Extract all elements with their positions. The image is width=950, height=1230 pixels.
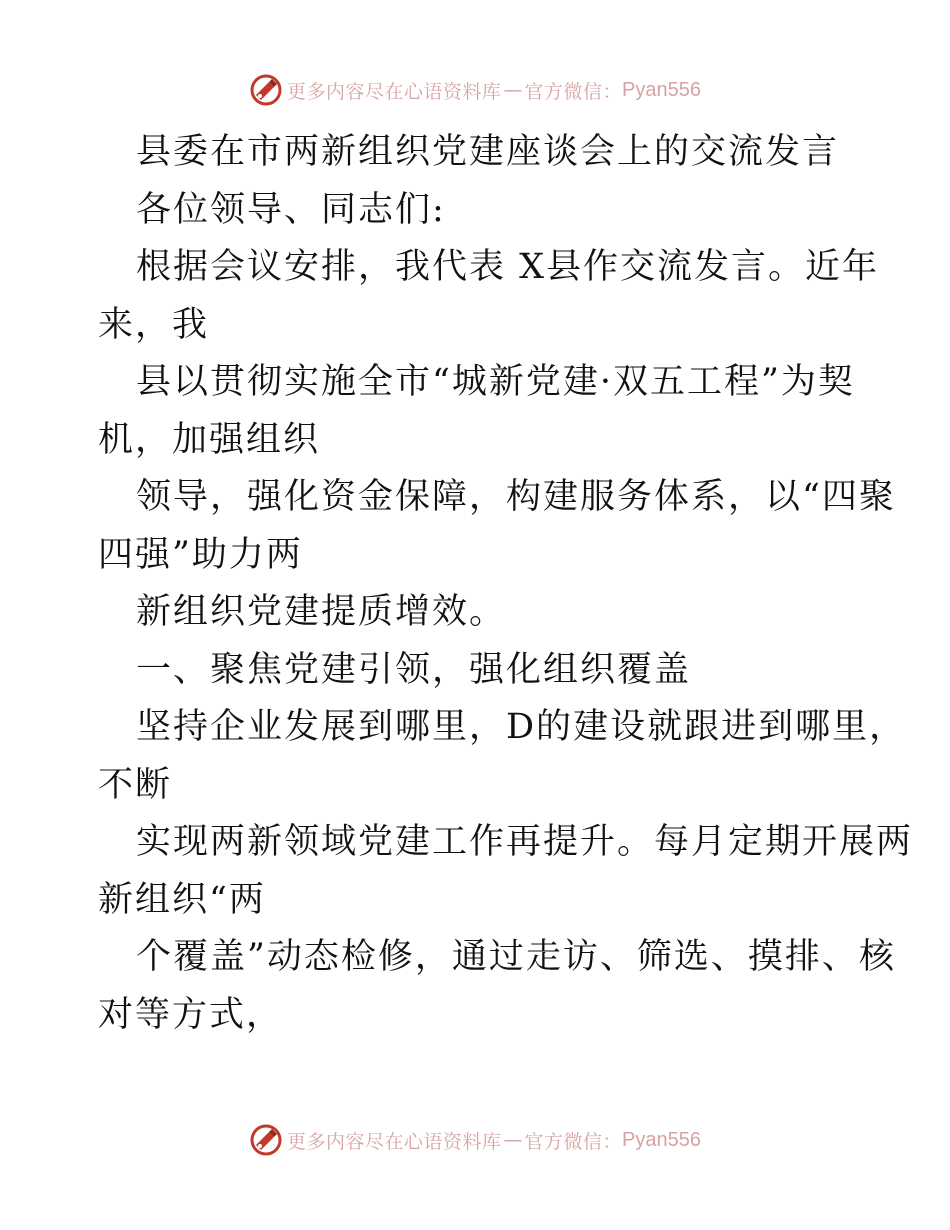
banner-separator: — <box>503 79 523 101</box>
banner-wechat-label: 官方微信： <box>524 80 623 103</box>
banner-wechat-id: Pyan556 <box>622 1128 701 1151</box>
banner-wechat-label: 官方微信： <box>524 1130 623 1153</box>
text-line: 新组织党建提质增效。 <box>136 592 507 632</box>
text-line: 根据会议安排，我代表 X县作交流发言。近年 <box>136 247 880 287</box>
pen-logo-icon <box>249 73 283 107</box>
banner-wechat-id: Pyan556 <box>622 78 701 101</box>
text-line: 新组织“两 <box>98 879 266 920</box>
banner-main-text: 更多内容尽在心语资料库 <box>287 80 502 103</box>
text-line: 四强”助力两 <box>98 534 303 575</box>
banner-main-text: 更多内容尽在心语资料库 <box>287 1130 502 1153</box>
header-watermark-banner <box>0 70 950 110</box>
text-line: 机，加强组织 <box>98 419 321 460</box>
text-line: 各位领导、同志们: <box>136 189 446 230</box>
text-line: 坚持企业发展到哪里，D的建设就跟进到哪里， <box>136 707 907 747</box>
footer-watermark-banner <box>0 1120 950 1160</box>
text-line: 不断 <box>98 764 173 805</box>
text-line: 个覆盖”动态检修，通过走访、筛选、摸排、核 <box>136 937 896 977</box>
text-line: 对等方式， <box>98 994 284 1035</box>
text-line: 来，我 <box>98 304 210 345</box>
text-line: 县委在市两新组织党建座谈会上的交流发言 <box>136 132 840 172</box>
pen-logo-icon <box>249 1123 283 1157</box>
banner-separator: — <box>503 1129 523 1151</box>
text-line: 县以贯彻实施全市“城新党建·双五工程”为契 <box>136 362 855 402</box>
document-body <box>98 124 914 1044</box>
text-line: 领导，强化资金保障，构建服务体系，以“四聚 <box>136 477 896 517</box>
text-line: 实现两新领域党建工作再提升。每月定期开展两 <box>136 822 914 862</box>
text-line: 一、聚焦党建引领，强化组织覆盖 <box>136 649 692 690</box>
